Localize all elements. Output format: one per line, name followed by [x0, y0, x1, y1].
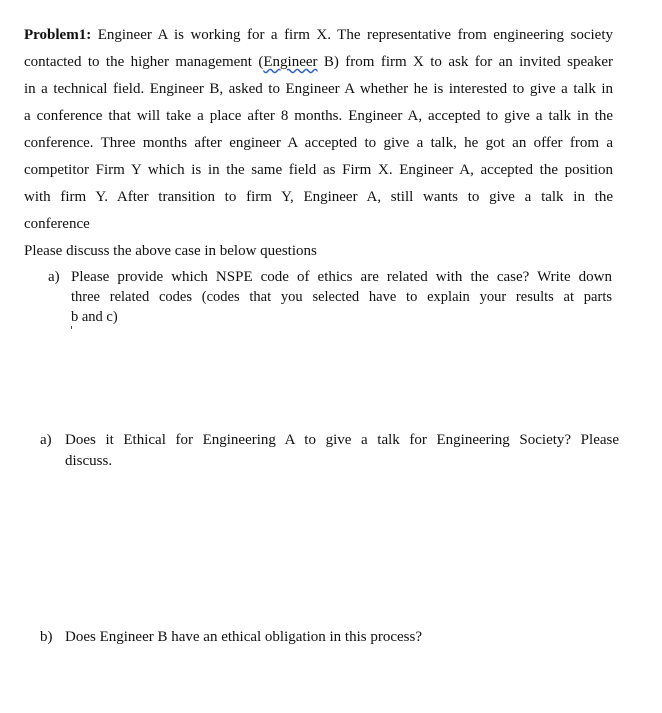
problem-line-7: with firm Y. After transition to firm Y, Engineer A, still wants to give a talk in the	[24, 189, 613, 205]
problem-line-1	[24, 26, 613, 44]
spellcheck-flag: Engineer	[263, 54, 318, 70]
question-marker: a)	[40, 432, 52, 448]
question-line: three related codes (codes that you selected have to explain your results at parts	[71, 289, 612, 305]
discussion-prompt: Please discuss the above case in below questions	[24, 243, 317, 259]
problem-text-1: Engineer A is working for a firm X. The representative from engineering society	[91, 27, 613, 43]
problem-line-2	[24, 53, 613, 71]
question-line: discuss.	[65, 453, 113, 469]
question-line: Please provide which NSPE code of ethics are related with the case? Write down	[71, 269, 612, 285]
problem-line-5: conference. Three months after engineer A accepted to give a talk, he got an offer from a	[24, 135, 613, 151]
problem-line-3: in a technical field. Engineer B, asked to Engineer A whether he is interested to give a talk in	[24, 81, 613, 97]
problem-line-6: competitor Firm Y which is in the same field as Firm X. Engineer A, accepted the position	[24, 162, 613, 178]
question-line: b and c)	[71, 309, 118, 325]
problem-line-4: a conference that will take a place after 8 months. Engineer A, accepted to give a talk in the	[24, 108, 613, 124]
question-marker: b)	[40, 629, 53, 645]
cursor-mark	[71, 326, 72, 329]
problem-line-8: conference	[24, 216, 90, 232]
problem-text-2a: contacted to the higher management (	[24, 54, 264, 70]
problem-title: Problem1:	[24, 27, 92, 43]
problem-text-2b: B) from firm X to ask for an invited speaker	[317, 54, 613, 70]
question-line: Does Engineer B have an ethical obligation in this process?	[65, 629, 422, 645]
question-marker: a)	[48, 269, 60, 285]
question-line: Does it Ethical for Engineering A to give a talk for Engineering Society? Please	[65, 432, 619, 448]
